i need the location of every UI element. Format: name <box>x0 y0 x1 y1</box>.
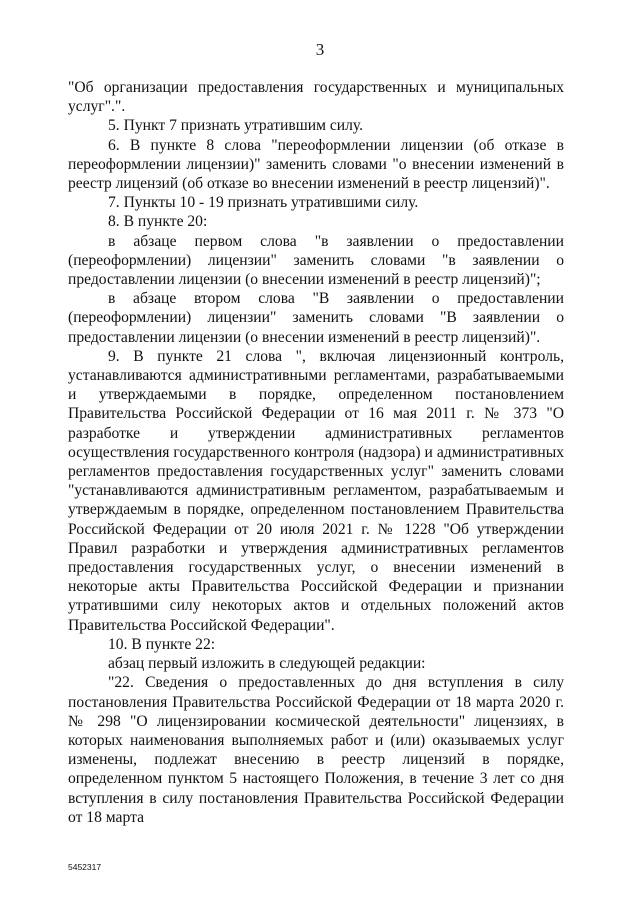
page-number: 3 <box>315 40 325 59</box>
paragraph-item-8-sub-1: в абзаце первом слова "в заявлении о предоставлении (переоформлении) лицензии" заменить словами "в заявлении о предоставлении лицензии (о внесении изменений в реестр лицензий)"; <box>68 232 564 289</box>
paragraph-item-10-quote: "22. Сведения о предоставленных до дня вступления в силу постановления Правительства Российской Федерации от 18 марта 2020 г. № 298 "О лицензировании космической деятельности" лицензиях, в которых наименования выполняемых работ и (или) оказываемых услуг изменены, подлежат внесению в реестр лицензий в порядке, определенном пунктом 5 настоящего Положения, в течение 3 лет со дня вступления в силу постановления Правительства Российской Федерации от 18 марта <box>68 674 564 826</box>
paragraph-item-10: 10. В пункте 22: <box>108 635 216 653</box>
paragraph-item-6: 6. В пункте 8 слова "переоформлении лицензии (об отказе в переоформлении лицензии)" заменить словами "о внесении изменений в реестр лицензий (об отказе во внесении изменений в реестр лицензий)". <box>68 136 564 193</box>
document-body <box>68 78 564 827</box>
paragraph-item-10-sub-1: абзац первый изложить в следующей редакции: <box>108 655 426 673</box>
document-code: 5452317 <box>68 862 102 872</box>
paragraph-item-8: 8. В пункте 20: <box>108 213 208 231</box>
paragraph-item-7: 7. Пункты 10 - 19 признать утратившими силу. <box>108 194 419 212</box>
paragraph-item-5: 5. Пункт 7 признать утратившим силу. <box>108 117 364 135</box>
paragraph-continuation: "Об организации предоставления государственных и муниципальных услуг".". <box>68 79 564 116</box>
paragraph-item-9: 9. В пункте 21 слова ", включая лицензионный контроль, устанавливаются административными регламентами, разрабатываемыми и утверждаемыми в порядке, определенном постановлением Правительства Российской Федерации от 16 мая 2011 г. № 373 "О разработке и утверждении административных регламентов осуществления государственного контроля (надзора) и административных регламентов предоставления государственных услуг" заменить словами "устанавливаются административным регламентом, разрабатываемым и утверждаемым в порядке, определенном постановлением Правительства Российской Федерации от 20 июля 2021 г. № 1228 "Об утверждении Правил разработки и утверждения административных регламентов предоставления государственных услуг, о внесении изменений в некоторые акты Правительства Российской Федерации и признании утратившими силу некоторых актов и отдельных положений актов Правительства Российской Федерации". <box>68 347 564 634</box>
paragraph-item-8-sub-2: в абзаце втором слова "В заявлении о предоставлении (переоформлении) лицензии" заменить словами "В заявлении о предоставлении лицензии (о внесении изменений в реестр лицензий)". <box>68 290 564 346</box>
